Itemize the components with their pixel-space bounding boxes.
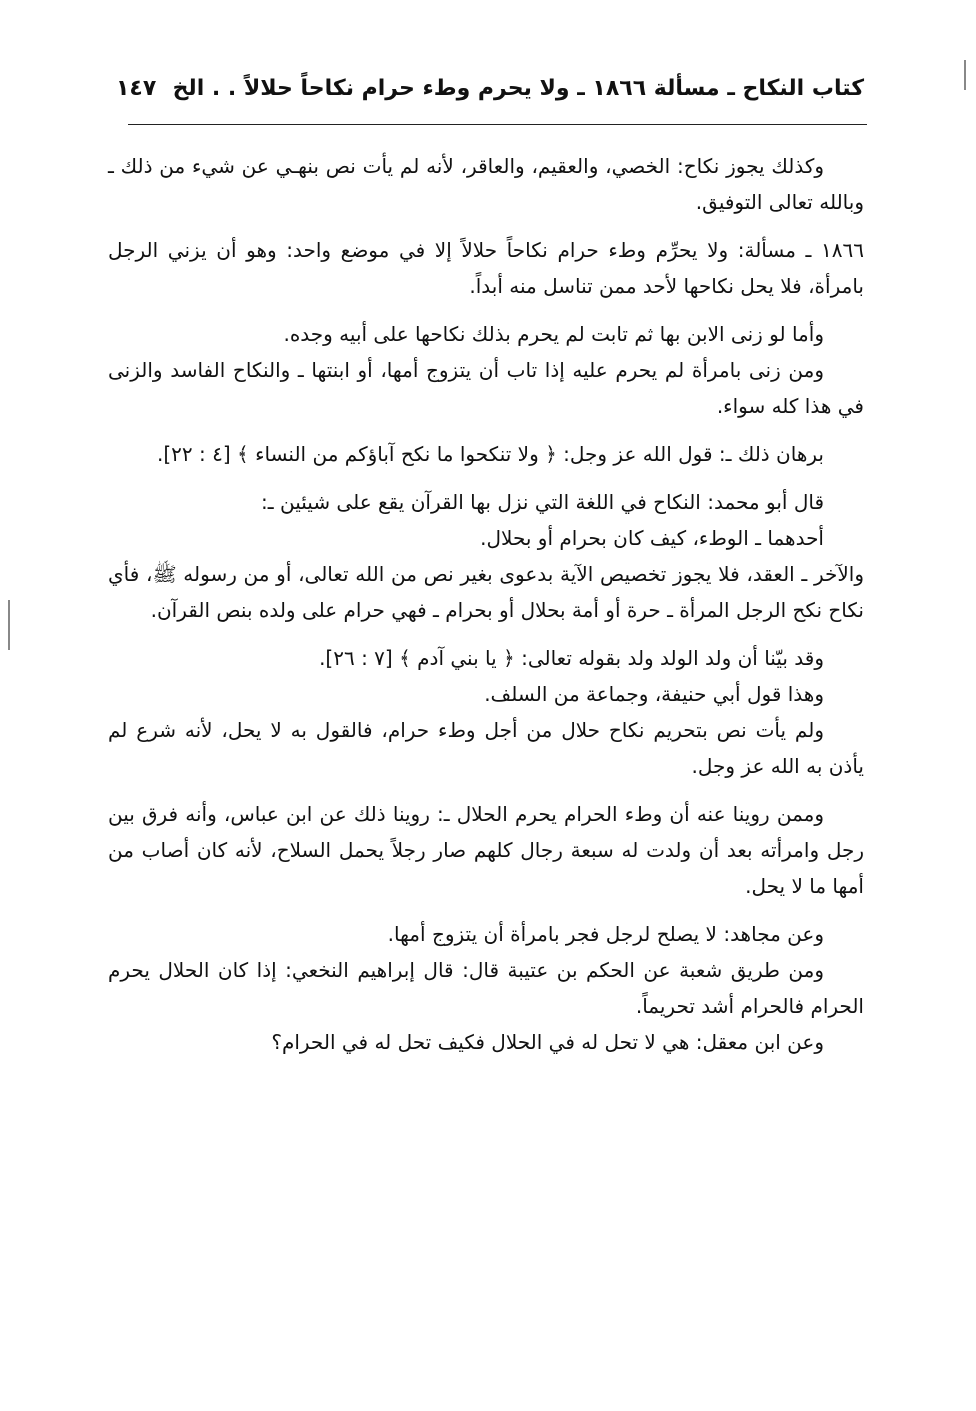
margin-scan-mark-middle — [8, 600, 10, 650]
paragraph-10: وهذا قول أبي حنيفة، وجماعة من السلف. — [484, 682, 824, 706]
paragraph-3: وأما لو زنى الابن بها ثم تابت لم يحرم بذلك نكاحها على أبيه وجده. — [283, 322, 824, 346]
header-divider — [128, 124, 867, 125]
paragraph-1: وكذلك يجوز نكاح: الخصي، والعقيم، والعاقر، لأنه لم يأت نص بنهـي عن شيء من ذلك ـ وبالله تعالى التوفيق. — [108, 154, 864, 214]
paragraph-15: وعن ابن معقل: هي لا تحل له في الحلال فكيف تحل له في الحرام؟ — [271, 1030, 824, 1054]
page-number: ١٤٧ — [116, 76, 157, 101]
paragraph-7: أحدهما ـ الوطء، كيف كان بحرام أو بحلال. — [480, 526, 824, 550]
paragraph-8: والآخر ـ العقد، فلا يجوز تخصيص الآية بدعوى بغير نص من الله تعالى، أو من رسوله ﷺ، فأي نكاح نكح الرجل المرأة ـ حرة أو أمة بحلال أو بحرام ـ فهي حرام على ولده بنص القرآن. — [108, 562, 864, 622]
paragraph-5: برهان ذلك ـ: قول الله عز وجل: ﴿ ولا تنكحوا ما نكح آباؤكم من النساء ﴾ [٤ : ٢٢]. — [156, 442, 824, 466]
paragraph-4: ومن زنى بامرأة لم يحرم عليه إذا تاب أن يتزوج أمها، أو ابنتها ـ والنكاح الفاسد والزنى في هذا كله سواء. — [108, 358, 864, 418]
margin-scan-mark-top — [964, 60, 966, 90]
header-title: كتاب النكاح ـ مسألة ١٨٦٦ ـ ولا يحرم وطء حرام نكاحاً حلالاً . . الخ — [172, 76, 864, 101]
paragraph-11: ولم يأت نص بتحريم نكاح حلال من أجل وطء حرام، فالقول به لا يحل، لأنه شرع لم يأذن به الله عز وجل. — [108, 718, 864, 778]
page-body — [108, 148, 864, 1060]
paragraph-6: قال أبو محمد: النكاح في اللغة التي نزل بها القرآن يقع على شيئين ـ: — [261, 490, 824, 514]
paragraph-9: وقد بيّنا أن ولد الولد ولد بقوله تعالى: ﴿ يا بني آدم ﴾ [٧ : ٢٦]. — [319, 646, 824, 670]
paragraph-14: ومن طريق شعبة عن الحكم بن عتيبة قال: قال إبراهيم النخعي: إذا كان الحلال يحرم الحرام فالحرام أشد تحريماً. — [108, 958, 864, 1018]
paragraph-13: وعن مجاهد: لا يصلح لرجل فجر بامرأة أن يتزوج أمها. — [387, 922, 824, 946]
paragraph-12: وممن روينا عنه أن وطء الحرام يحرم الحلال ـ: روينا ذلك عن ابن عباس، وأنه فرق بين رجل وامرأته بعد أن ولدت له سبعة رجال كلهم صار رجلاً يحمل السلاح، لأنه كان أصاب من أمها ما لا يحل. — [108, 802, 864, 898]
paragraph-2: ١٨٦٦ ـ مسألة: ولا يحرِّم وطء حرام نكاحاً حلالاً إلا في موضع واحد: وهو أن يزني الرجل بامرأة، فلا يحل نكاحها لأحد ممن تناسل منه أبداً. — [108, 238, 864, 298]
running-header — [110, 70, 864, 120]
